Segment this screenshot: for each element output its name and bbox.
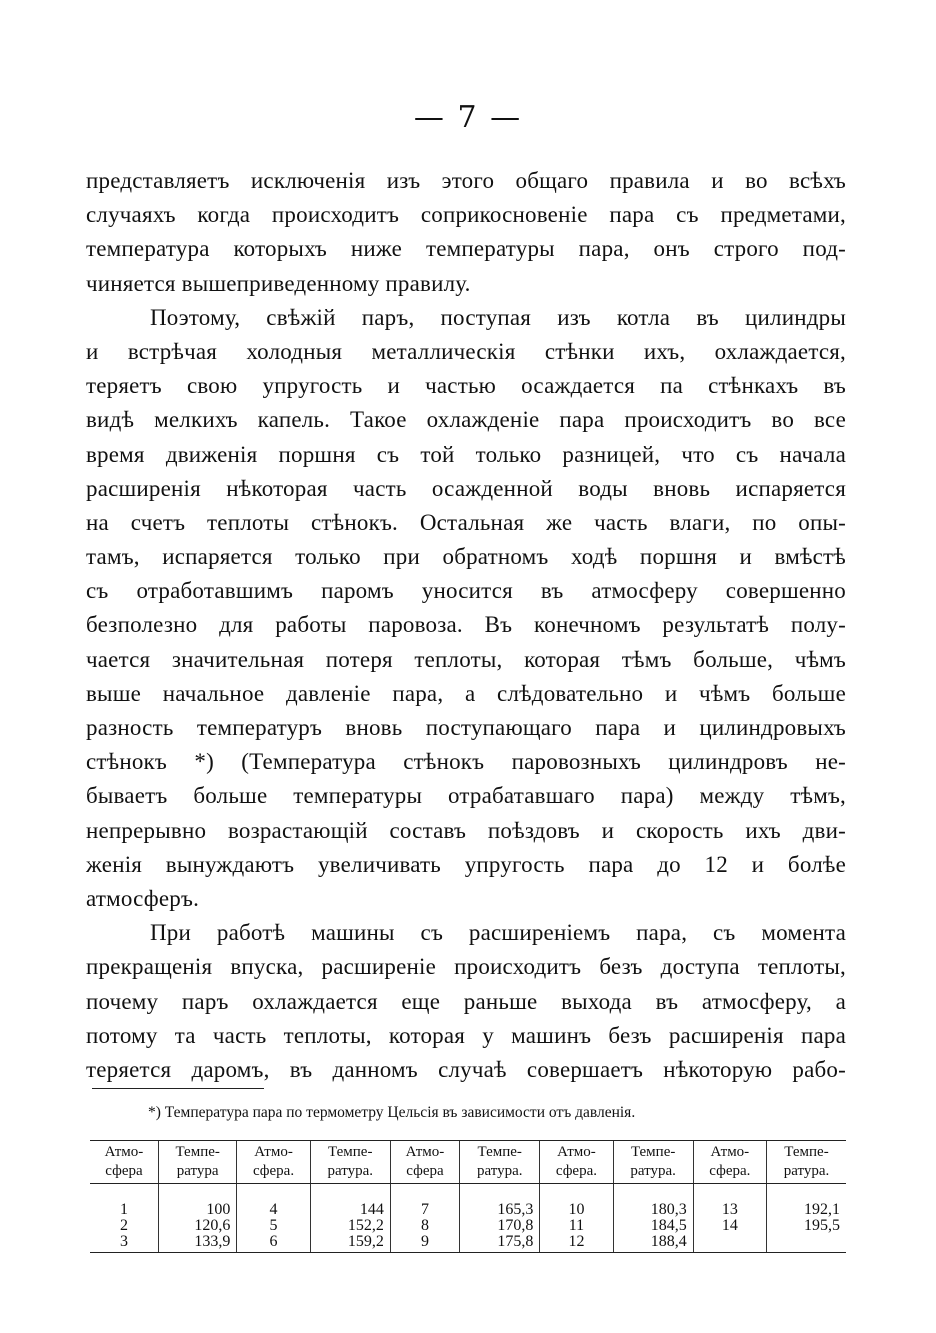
text-line: бываетъ больше температуры отрабатавшаго пара) между тѣмъ, bbox=[86, 783, 846, 809]
text-line: съ отработавшимъ паромъ уносится въ атмосферу совершенно bbox=[86, 578, 846, 604]
table-spacer-row bbox=[90, 1184, 846, 1203]
table-cell: 12 bbox=[540, 1234, 613, 1253]
body-text bbox=[86, 164, 846, 1087]
table-cell: 13 bbox=[693, 1202, 766, 1218]
table-cell: 2 bbox=[119, 1217, 128, 1234]
table-cell: 3 bbox=[90, 1234, 158, 1253]
table-cell: 165,3 bbox=[460, 1202, 540, 1218]
table-header-cell: Атмо- сфера bbox=[390, 1141, 459, 1184]
text-line: время движенія поршня съ той только разницей, что съ начала bbox=[86, 441, 846, 467]
text-line: потому та часть теплоты, которая у машинъ безъ расширенія пара bbox=[86, 1022, 846, 1048]
text-line: При работѣ машины съ расширеніемъ пара, съ момента bbox=[150, 920, 846, 946]
text-line: теряется даромъ, въ данномъ случаѣ совершаетъ нѣкоторую рабо- bbox=[86, 1056, 846, 1082]
table-cell: 1 bbox=[119, 1201, 128, 1218]
text-line: видѣ мелкихъ капель. Такое охлажденіе пара происходитъ во все bbox=[86, 407, 846, 433]
table-cell: 8 bbox=[390, 1218, 459, 1234]
text-line: прекращенія впуска, расширеніе происходитъ безъ доступа теплоты, bbox=[86, 954, 846, 980]
table-cell: 133,9 bbox=[158, 1234, 236, 1253]
text-line: женія вынуждаютъ увеличивать упругость пара до 12 и болѣе bbox=[86, 851, 846, 877]
table-cell: 14 bbox=[693, 1218, 766, 1234]
steam-temperature-table bbox=[90, 1140, 846, 1253]
table-cell: 184,5 bbox=[613, 1218, 693, 1234]
table-cell: 9 bbox=[390, 1234, 459, 1253]
table-cell: 6 bbox=[237, 1234, 310, 1253]
table-cell: 100 bbox=[158, 1202, 236, 1218]
page-number: — 7 — bbox=[413, 100, 523, 135]
table-header-cell: Атмо- сфера. bbox=[540, 1141, 613, 1184]
table-cell: 195,5 bbox=[766, 1218, 846, 1234]
table-cell: 192,1 bbox=[766, 1202, 846, 1218]
text-line: безполезно для работы паровоза. Въ конечномъ результатѣ полу- bbox=[86, 612, 846, 638]
text-line: непрерывно возрастающій составъ поѣздовъ и скорость ихъ дви- bbox=[86, 817, 846, 843]
table-cell: 175,8 bbox=[460, 1234, 540, 1253]
text-line: расширенія нѣкоторая часть осажденной воды вновь испаряется bbox=[86, 475, 846, 501]
table-cell bbox=[766, 1234, 846, 1253]
table-header-cell: Атмо- сфера. bbox=[693, 1141, 766, 1184]
table-header-cell: Темпе- ратура bbox=[158, 1141, 236, 1184]
table-header-cell: Атмо- сфера bbox=[90, 1141, 158, 1184]
table-header-cell: Атмо- сфера. bbox=[237, 1141, 310, 1184]
text-line: и встрѣчая холодныя металлическія стѣнки ихъ, охлаждается, bbox=[86, 338, 846, 364]
footnote-divider bbox=[92, 1088, 264, 1089]
text-line: выше начальное давленіе пара, а слѣдовательно и чѣмъ больше bbox=[86, 680, 846, 706]
text-line: тамъ, испаряется только при обратномъ ходѣ поршня и вмѣстѣ bbox=[86, 544, 846, 570]
table-cell: 7 bbox=[390, 1202, 459, 1218]
text-line: случаяхъ когда происходитъ соприкосновеніе пара съ предметами, bbox=[86, 202, 846, 228]
table-cell: 4 bbox=[237, 1202, 310, 1218]
text-line: атмосферъ. bbox=[86, 885, 200, 911]
table-cell: 11 bbox=[540, 1218, 613, 1234]
text-line: представляетъ исключенія изъ этого общаго правила и во всѣхъ bbox=[86, 168, 846, 193]
table-cell: 5 bbox=[237, 1218, 310, 1234]
table-cell: 159,2 bbox=[310, 1234, 390, 1253]
text-line: Поэтому, свѣжій паръ, поступая изъ котла въ цилиндры bbox=[150, 304, 846, 330]
table-row bbox=[90, 1234, 846, 1253]
table-header-cell: Темпе- ратура. bbox=[613, 1141, 693, 1184]
text-line: стѣнокъ *) (Температура стѣнокъ паровозныхъ цилиндровъ не- bbox=[86, 749, 846, 775]
text-line: температура которыхъ ниже температуры пара, онъ строго под- bbox=[86, 236, 846, 262]
table-cell: 180,3 bbox=[613, 1202, 693, 1218]
table-cell: 170,8 bbox=[460, 1218, 540, 1234]
table-header-row bbox=[90, 1141, 846, 1184]
table-cell: 10 bbox=[540, 1202, 613, 1218]
table-cell: 120,6 bbox=[158, 1218, 236, 1234]
table-row bbox=[90, 1202, 846, 1218]
table-row bbox=[90, 1218, 846, 1234]
text-line: почему паръ охлаждается еще раньше выхода въ атмосферу, а bbox=[86, 988, 846, 1014]
table-header-cell: Темпе- ратура. bbox=[766, 1141, 846, 1184]
table-cell bbox=[693, 1234, 766, 1253]
text-line: теряетъ свою упругость и частью осаждается па стѣнкахъ въ bbox=[86, 373, 846, 399]
footnote: *) Температура пара по термометру Цельсія въ зависимости отъ давленія. bbox=[148, 1104, 636, 1121]
text-line: чиняется вышеприведенному правилу. bbox=[86, 270, 471, 296]
table-header-cell: Темпе- ратура. bbox=[460, 1141, 540, 1184]
text-line: чается значительная потеря теплоты, которая тѣмъ больше, чѣмъ bbox=[86, 646, 846, 672]
table-cell: 188,4 bbox=[613, 1234, 693, 1253]
text-line: разность температуръ вновь поступающаго пара и цилиндровыхъ bbox=[86, 715, 846, 740]
table-cell: 152,2 bbox=[310, 1218, 390, 1234]
table-header-cell: Темпе- ратура. bbox=[310, 1141, 390, 1184]
text-line: на счетъ теплоты стѣнокъ. Остальная же часть влаги, по опы- bbox=[86, 509, 846, 535]
table-cell: 144 bbox=[310, 1202, 390, 1218]
